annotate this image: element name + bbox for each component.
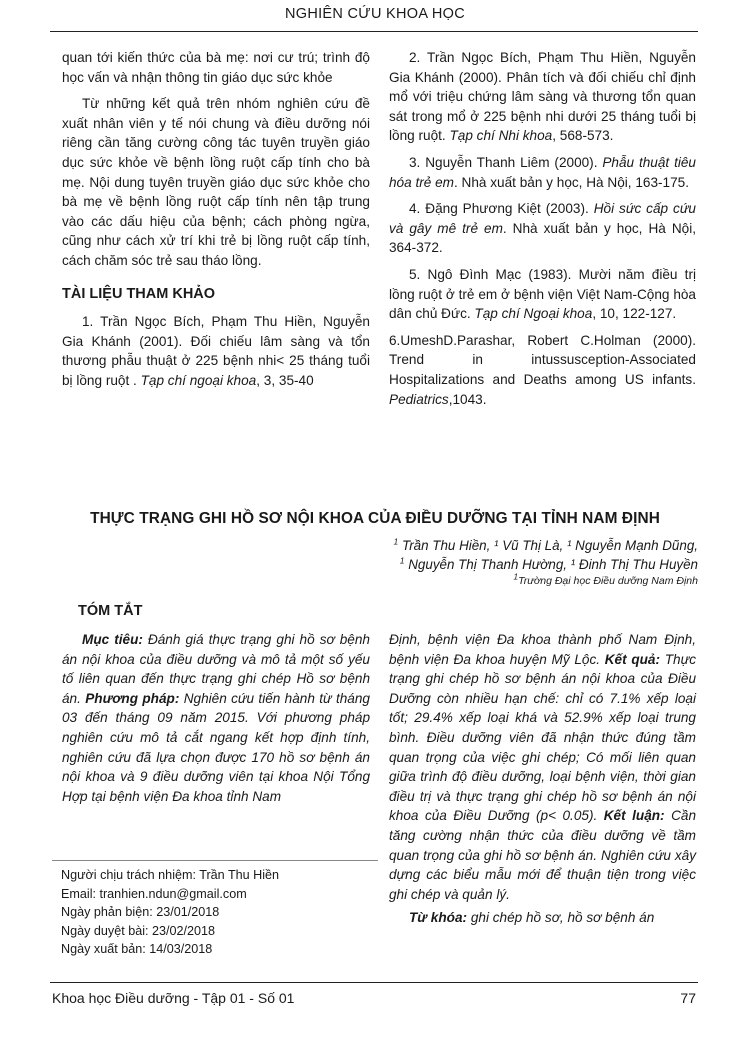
keywords: Từ khóa: ghi chép hồ sơ, hồ sơ bệnh án <box>409 910 655 926</box>
body-paragraph: Từ những kết quả trên nhóm nghiên cứu đề xuất nhân viên y tế nói chung và điều dưỡng nói riêng cần tăng cường công tác tuyên truyền giáo dục sức khỏe về bệnh lồng ruột cấp tính cho bà mẹ. Nội dung tuyên truyền giáo dục sức khỏe cho bà mẹ về bệnh lồng ruột cấp tính nên tập trung vào các dấu hiệu của bệnh; cách phòng ngừa, cũng như cách xử trí khi trẻ bị lồng ruột cấp tính, cách chăm sóc trẻ sau tháo lồng. <box>62 96 370 268</box>
approval-date: Ngày duyệt bài: 23/02/2018 <box>61 923 216 938</box>
affiliation: $^1$Trường Đại học Điều dưỡng Nam Định <box>513 571 698 587</box>
prev-article-left-column <box>62 48 370 391</box>
authors-line: $^1$ Trần Thu Hiền, ¹ Vũ Thị Là, ¹ Nguyễn Mạnh Dũng, <box>393 536 698 553</box>
author-block <box>394 536 698 588</box>
reference-item: 1. Trần Ngọc Bích, Phạm Thu Hiền, Nguyễn Gia Khánh (2001). Đối chiếu lâm sàng và tổn thương phẫu thuật ở 225 bệnh nhi< 25 tháng tuổi bị lồng ruột . Tạp chí ngoại khoa, 3, 35-40 <box>62 314 370 388</box>
page-number: 77 <box>680 990 696 1006</box>
footer-rule <box>50 982 698 983</box>
abstract-paragraph: Định, bệnh viện Đa khoa thành phố Nam Định, bệnh viện Đa khoa huyện Mỹ Lộc. Kết quả: Thực trạng ghi chép hồ sơ bệnh án nội khoa của Điều Dưỡng còn nhiều hạn chế: chỉ có 7.1% xếp loại tốt; 29.4% xếp loại khá và 52.9% xếp loại trung bình. Điều dưỡng viên đã nhận thức đúng tầm quan trọng của việc ghi chép; Có mối liên quan giữa trình độ điều dưỡng, loại bệnh viện, thời gian điều trị và thực trạng ghi chép hồ sơ bệnh án nội khoa của Điều Dưỡng (p< 0.05). Kết luận: Cần tăng cường nhận thức của điều dưỡng về tầm quan trọng của ghi hồ sơ bệnh án. Nghiên cứu xây dựng các biểu mẫu mới để thuận tiện trong việc ghi chép và quản lý. <box>389 632 697 902</box>
authors-line: $^1$ Nguyễn Thị Thanh Hường, ¹ Đinh Thị Thu Huyền <box>399 555 698 572</box>
abstract-paragraph: Mục tiêu: Đánh giá thực trạng ghi hồ sơ bệnh án nội khoa của điều dưỡng và mô tả một số yếu tố liên quan đến thực trạng ghi chép Hồ sơ bệnh án. Phương pháp: Nghiên cứu tiến hành từ tháng 03 đến tháng 09 năm 2015. Với phương pháp nghiên cứu mô tả cắt ngang kết hợp định tính, nghiên cứu đã lựa chọn được 170 hồ sơ bệnh án nội khoa và 9 điều dưỡng viên tại khoa Nội Tổng Hợp tại bệnh viện Đa khoa tỉnh Nam <box>62 632 370 804</box>
reference-item: 2. Trần Ngọc Bích, Phạm Thu Hiền, Nguyễn Gia Khánh (2000). Phân tích và đối chiếu chỉ định mổ với triệu chứng lâm sàng và thương tổn quan sát trong mổ ở 225 bệnh nhi dưới 25 tháng tuổi bị lồng ruột. Tạp chí Nhi khoa, 568-573. <box>389 50 696 144</box>
summary-heading: TÓM TẮT <box>78 603 143 619</box>
reference-item: 4. Đặng Phương Kiệt (2003). Hồi sức cấp cứu và gây mê trẻ em. Nhà xuất bản y học, Hà Nội, 364-372. <box>389 201 696 256</box>
article-meta <box>61 866 279 959</box>
header-rule <box>50 31 698 32</box>
prev-article-right-column <box>389 48 696 409</box>
body-paragraph: quan tới kiến thức của bà mẹ: nơi cư trú; trình độ học vấn và nhận thông tin giáo dục sức khỏe <box>62 50 370 85</box>
review-date: Ngày phản biện: 23/01/2018 <box>61 905 220 919</box>
running-header: NGHIÊN CỨU KHOA HỌC <box>284 6 466 22</box>
reference-item: 6.UmeshD.Parashar, Robert C.Holman (2000). Trend in intussusception-Associated Hospitalizations and Deaths among US infants. Pediatrics,1043. <box>389 332 696 407</box>
meta-divider <box>52 860 378 861</box>
reference-item: 3. Nguyễn Thanh Liêm (2000). Phẫu thuật tiêu hóa trẻ em. Nhà xuất bản y học, Hà Nội, 163-175. <box>389 154 696 190</box>
references-heading: TÀI LIỆU THAM KHẢO <box>62 285 216 302</box>
author-email: Email: tranhien.ndun@gmail.com <box>61 886 247 901</box>
responsible-author: Người chịu trách nhiệm: Trần Thu Hiền <box>61 868 280 882</box>
publication-date: Ngày xuất bản: 14/03/2018 <box>61 942 213 956</box>
abstract-left-column <box>62 630 370 806</box>
footer-journal: Khoa học Điều dưỡng - Tập 01 - Số 01 <box>52 990 295 1006</box>
abstract-right-column <box>389 630 696 928</box>
article-title: THỰC TRẠNG GHI HỒ SƠ NỘI KHOA CỦA ĐIỀU DƯỠNG TẠI TỈNH NAM ĐỊNH <box>90 510 660 527</box>
reference-item: 5. Ngô Đình Mạc (1983). Mười năm điều trị lồng ruột ở trẻ em ở bệnh viện Việt Nam-Cộng hòa dân chủ Đức. Tạp chí Ngoại khoa, 10, 122-127. <box>389 266 696 322</box>
